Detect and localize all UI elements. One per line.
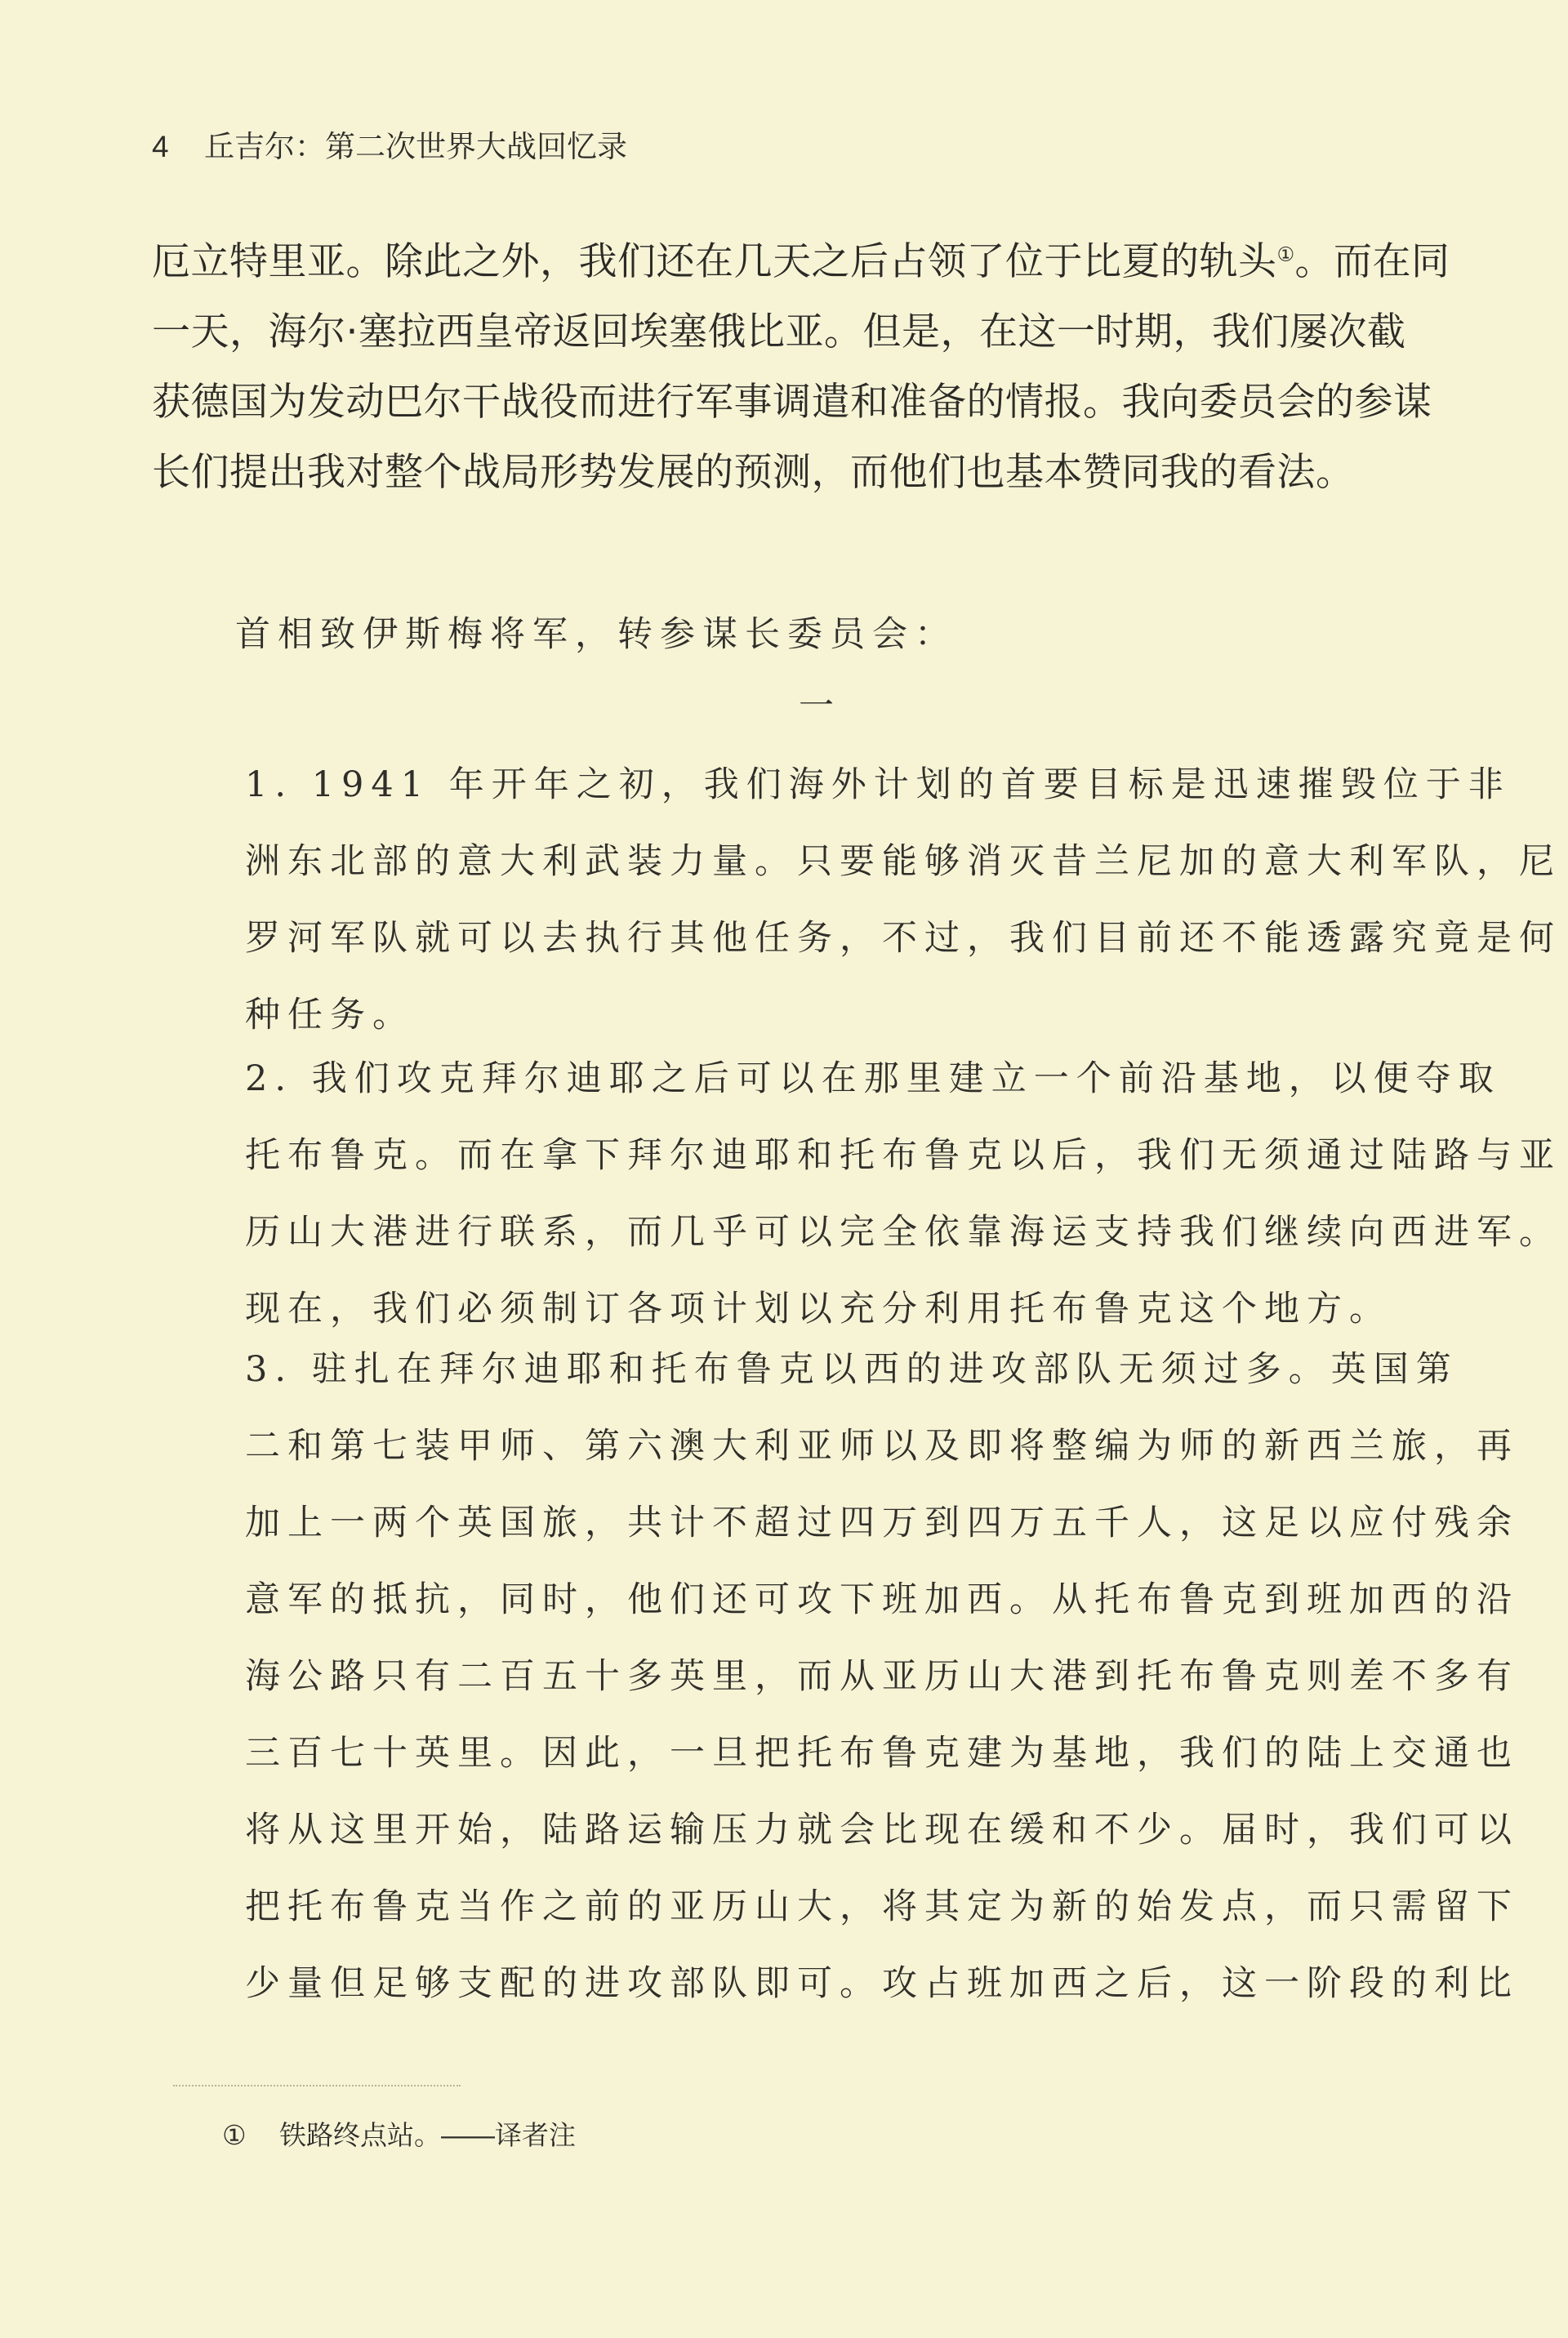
text-line: 历山大港进行联系，而几乎可以完全依靠海运支持我们继续向西进军。 [245, 1212, 1561, 1253]
footnote-mark: ① [222, 2120, 247, 2150]
text-line: 意军的抵抗，同时，他们还可攻下班加西。从托布鲁克到班加西的沿 [245, 1579, 1519, 1620]
page-number: 4 [152, 130, 169, 163]
text-line: 加上一两个英国旅，共计不超过四万到四万五千人，这足以应付残余 [245, 1503, 1519, 1543]
text-line: 将从这里开始，陆路运输压力就会比现在缓和不少。届时，我们可以 [245, 1810, 1519, 1850]
running-head [152, 126, 627, 168]
text-line: 3. 驻扎在拜尔迪耶和托布鲁克以西的进攻部队无须过多。英国第 [245, 1349, 1459, 1390]
footnote [222, 2117, 576, 2154]
memo-paragraph-2 [245, 1040, 1561, 1347]
text-line: 托布鲁克。而在拿下拜尔迪耶和托布鲁克以后，我们无须通过陆路与亚 [245, 1135, 1561, 1176]
memo-paragraph-3 [245, 1331, 1519, 2022]
text-line: 种任务。 [245, 995, 415, 1035]
intro-line-1-tail: 。而在同 [1294, 239, 1450, 284]
text-line [152, 227, 1450, 297]
text-line: 一天，海尔·塞拉西皇帝返回埃塞俄比亚。但是，在这一时期，我们屡次截 [152, 310, 1406, 354]
text-line: 长们提出我对整个战局形势发展的预测，而他们也基本赞同我的看法。 [152, 450, 1355, 495]
footnote-reference: ① [1276, 243, 1295, 266]
section-mark: 一 [799, 686, 841, 727]
memo-salutation: 首相致伊斯梅将军，转参谋长委员会： [235, 614, 957, 655]
running-title: 丘吉尔：第二次世界大战回忆录 [204, 130, 627, 163]
text-line: 罗河军队就可以去执行其他任务，不过，我们目前还不能透露究竟是何 [245, 918, 1561, 959]
text-line: 现在，我们必须制订各项计划以充分利用托布鲁克这个地方。 [245, 1289, 1392, 1329]
text-line: 2. 我们攻克拜尔迪耶之后可以在那里建立一个前沿基地，以便夺取 [245, 1058, 1501, 1099]
text-line: 二和第七装甲师、第六澳大利亚师以及即将整编为师的新西兰旅，再 [245, 1426, 1519, 1467]
text-line: 1. 1941 年开年之初，我们海外计划的首要目标是迅速摧毁位于非 [245, 764, 1511, 805]
text-line: 三百七十英里。因此，一旦把托布鲁克建为基地，我们的陆上交通也 [245, 1733, 1519, 1774]
text-line: 海公路只有二百五十多英里，而从亚历山大港到托布鲁克则差不多有 [245, 1656, 1519, 1697]
footnote-divider [173, 2085, 461, 2086]
text-line: 把托布鲁克当作之前的亚历山大，将其定为新的始发点，而只需留下 [245, 1886, 1519, 1927]
footnote-text: 铁路终点站。——译者注 [279, 2120, 576, 2150]
text-line: 洲东北部的意大利武装力量。只要能够消灭昔兰尼加的意大利军队，尼 [245, 841, 1561, 882]
text-line: 获德国为发动巴尔干战役而进行军事调遣和准备的情报。我向委员会的参谋 [152, 380, 1432, 425]
intro-paragraph [152, 227, 1450, 508]
intro-line-1-head: 厄立特里亚。除此之外，我们还在几天之后占领了位于比夏的轨头 [152, 239, 1277, 284]
memo-paragraph-1 [245, 746, 1561, 1053]
text-line: 少量但足够支配的进攻部队即可。攻占班加西之后，这一阶段的利比 [245, 1963, 1519, 2004]
